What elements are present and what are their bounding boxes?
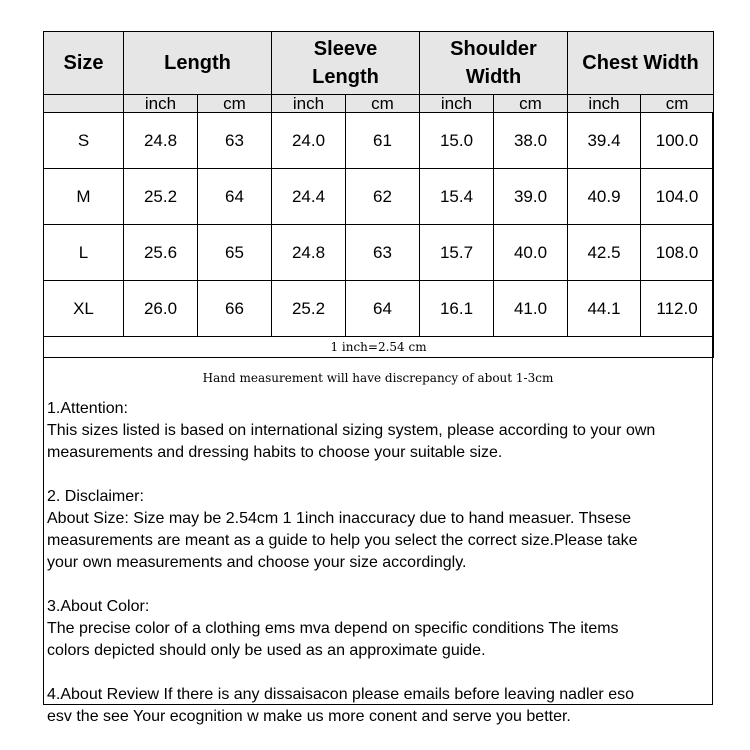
unit-cell: inch [420, 95, 494, 113]
table-row [44, 113, 714, 169]
conversion-note: 1 inch=2.54 cm [44, 337, 714, 358]
header-shoulder-width [420, 32, 568, 95]
unit-cell: cm [346, 95, 420, 113]
table-row [44, 169, 714, 225]
disclaimer-line: measurements are meant as a guide to help you select the correct size.Please take [47, 532, 638, 549]
value-cell: 39.0 [494, 169, 568, 225]
header-sleeve-line1: Sleeve [313, 38, 378, 60]
value-cell: 64 [346, 281, 420, 337]
value-cell: 16.1 [420, 281, 494, 337]
value-cell: 108.0 [641, 225, 714, 281]
value-cell: 38.0 [494, 113, 568, 169]
value-cell: 42.5 [568, 225, 641, 281]
header-chest-width: Chest Width [568, 32, 714, 95]
table-row [44, 225, 714, 281]
attention-line: measurements and dressing habits to choose your suitable size. [47, 444, 503, 461]
color-title: 3.About Color: [47, 598, 150, 615]
value-cell: 15.0 [420, 113, 494, 169]
unit-cell: cm [494, 95, 568, 113]
header-length: Length [124, 32, 272, 95]
header-shoulder-line2: Width [465, 66, 522, 88]
unit-cell: inch [568, 95, 641, 113]
value-cell: 24.0 [272, 113, 346, 169]
unit-cell: cm [198, 95, 272, 113]
size-cell: L [44, 225, 124, 281]
unit-cell: inch [124, 95, 198, 113]
value-cell: 15.4 [420, 169, 494, 225]
units-row [44, 95, 714, 113]
header-size: Size [44, 32, 124, 95]
color-section [47, 596, 713, 662]
value-cell: 61 [346, 113, 420, 169]
disclaimer-line: your own measurements and choose your size accordingly. [47, 554, 467, 571]
size-table [43, 31, 714, 358]
header-row [44, 32, 714, 95]
value-cell: 39.4 [568, 113, 641, 169]
value-cell: 112.0 [641, 281, 714, 337]
header-shoulder-line1: Shoulder [450, 38, 537, 60]
attention-title: 1.Attention: [47, 400, 128, 417]
review-section [47, 684, 713, 728]
value-cell: 64 [198, 169, 272, 225]
value-cell: 25.6 [124, 225, 198, 281]
disclaimer-title: 2. Disclaimer: [47, 488, 144, 505]
table-row [44, 281, 714, 337]
value-cell: 104.0 [641, 169, 714, 225]
value-cell: 24.8 [124, 113, 198, 169]
value-cell: 65 [198, 225, 272, 281]
units-blank [44, 95, 124, 113]
value-cell: 63 [198, 113, 272, 169]
unit-cell: inch [272, 95, 346, 113]
value-cell: 40.0 [494, 225, 568, 281]
review-line: 4.About Review If there is any dissaisacon please emails before leaving nadler eso [47, 686, 634, 703]
size-cell: XL [44, 281, 124, 337]
value-cell: 66 [198, 281, 272, 337]
value-cell: 15.7 [420, 225, 494, 281]
value-cell: 24.4 [272, 169, 346, 225]
value-cell: 62 [346, 169, 420, 225]
color-line: The precise color of a clothing ems mva depend on specific conditions The items [47, 620, 619, 637]
value-cell: 40.9 [568, 169, 641, 225]
value-cell: 41.0 [494, 281, 568, 337]
size-cell: M [44, 169, 124, 225]
value-cell: 100.0 [641, 113, 714, 169]
value-cell: 25.2 [272, 281, 346, 337]
attention-section [47, 398, 713, 464]
value-cell: 44.1 [568, 281, 641, 337]
unit-cell: cm [641, 95, 714, 113]
disclaimer-line: About Size: Size may be 2.54cm 1 1inch inaccuracy due to hand measuer. Thsese [47, 510, 632, 527]
size-cell: S [44, 113, 124, 169]
attention-line: This sizes listed is based on international sizing system, please according to your own [47, 422, 656, 439]
value-cell: 25.2 [124, 169, 198, 225]
conversion-row [44, 337, 714, 358]
value-cell: 63 [346, 225, 420, 281]
review-line: esv the see Your ecognition w make us more conent and serve you better. [47, 708, 571, 725]
measurement-note: Hand measurement will have discrepancy of about 1-3cm [202, 371, 554, 385]
value-cell: 26.0 [124, 281, 198, 337]
value-cell: 24.8 [272, 225, 346, 281]
header-sleeve-length [272, 32, 420, 95]
header-sleeve-line2: Length [312, 66, 379, 88]
disclaimer-section [47, 486, 713, 574]
color-line: colors depicted should only be used as an approximate guide. [47, 642, 486, 659]
